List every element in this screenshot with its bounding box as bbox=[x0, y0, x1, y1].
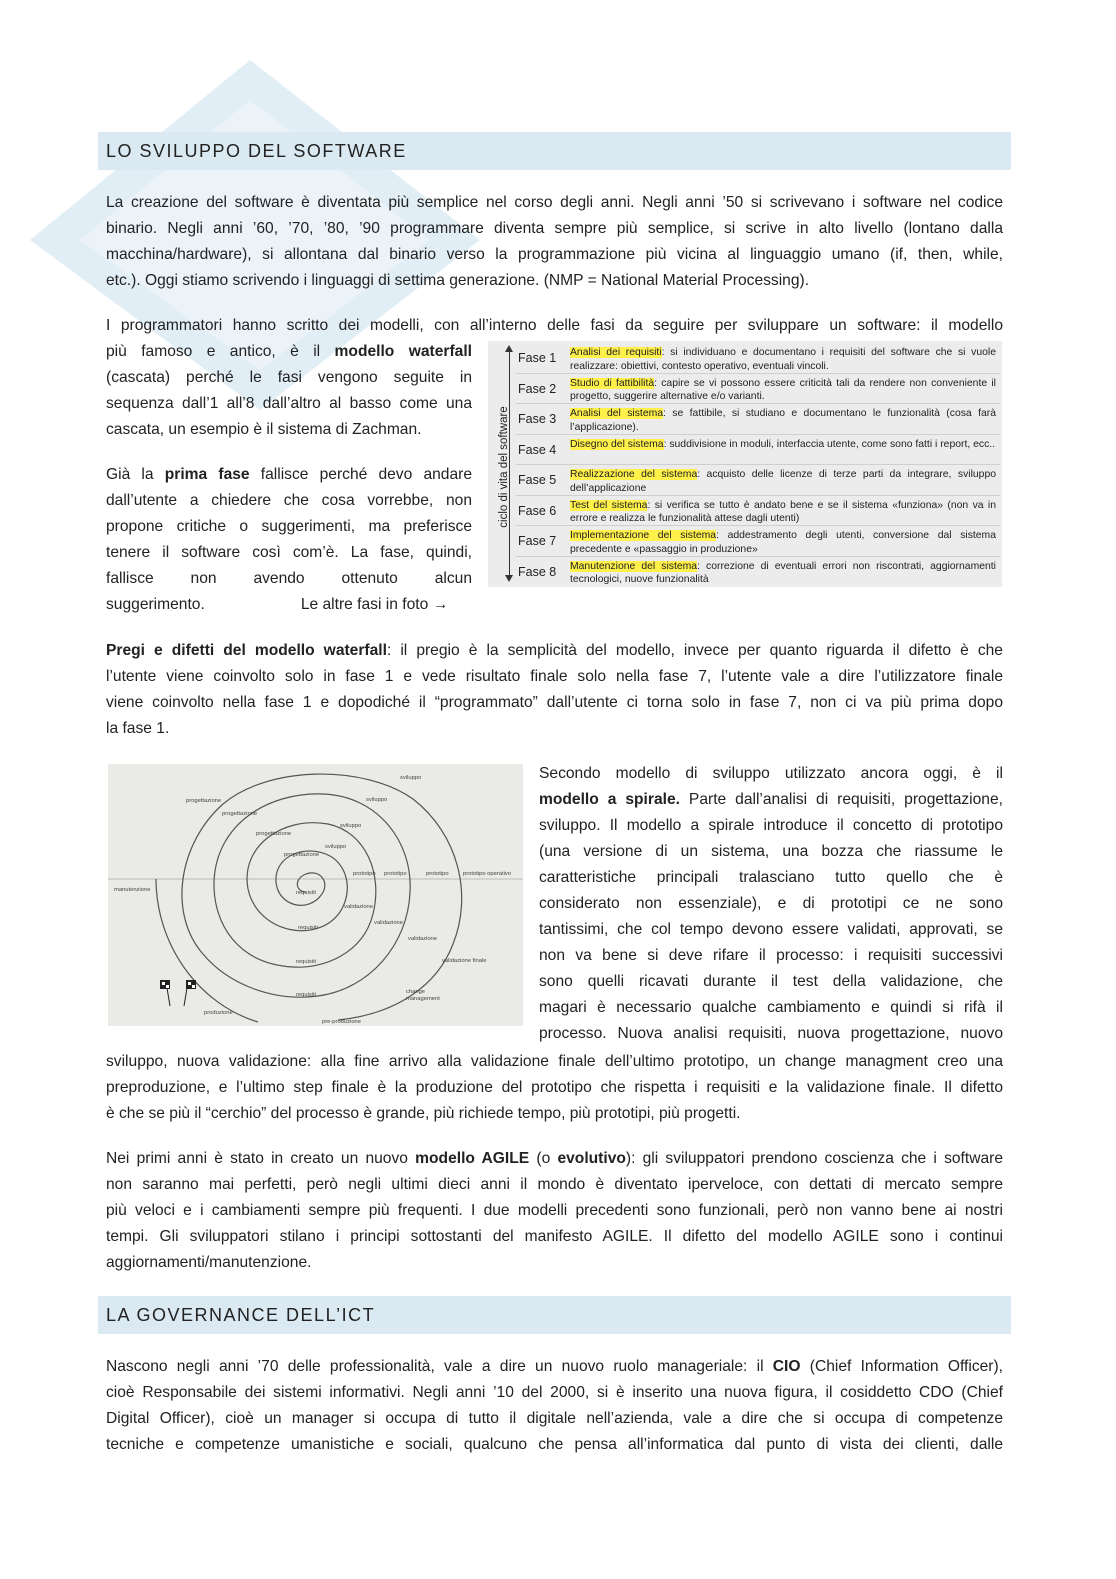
paragraph-waterfall bbox=[106, 339, 472, 443]
text-line: cascata, un esempio è il sistema di Zachman. bbox=[106, 421, 422, 438]
text-line: caratteristiche principali tralasciano tutto quello che è bbox=[539, 869, 1003, 886]
phase-description bbox=[570, 346, 996, 373]
label-requisiti: requisiti bbox=[296, 992, 316, 998]
row-separator bbox=[516, 373, 1000, 374]
label-produzione: produzione bbox=[204, 1010, 233, 1016]
phase-description bbox=[570, 529, 996, 556]
lifecycle-label: ciclo di vita del software bbox=[498, 406, 510, 528]
waterfall-phases-figure bbox=[488, 341, 1002, 587]
text-line: non saranno mai perfetti, però negli ultimi dieci anni il mondo è diventato iperveloce, con dettati di mercato sempre bbox=[106, 1176, 1003, 1193]
waterfall-phase-row bbox=[488, 526, 1002, 556]
row-separator bbox=[516, 525, 1000, 526]
section-header-sviluppo bbox=[98, 132, 1011, 170]
waterfall-phase-row bbox=[488, 374, 1002, 404]
label-validazione: validazione bbox=[374, 920, 404, 926]
phase-label: Fase 6 bbox=[518, 503, 557, 518]
waterfall-phase-row bbox=[488, 557, 1002, 587]
phase-text: : suddivisione in moduli, interfaccia utente, come sono fatti i report, ecc.. bbox=[663, 438, 996, 450]
text-line: macchina/hardware), si allontana dal binario verso la programmazione più vicina al linguaggio umano (if, then, while, bbox=[106, 246, 1003, 263]
text-line: fallisce non avendo ottenuto alcun bbox=[106, 570, 472, 587]
label-prototipo: prototipo bbox=[426, 871, 449, 877]
phase-name-highlight: Analisi del sistema bbox=[570, 408, 664, 419]
text-line: magari è necessario qualche cambiamento e quindi si rifà il bbox=[539, 999, 1003, 1016]
phase-text: : acquisto delle licenze di terze parti da integrare, sviluppo dell’applicazione bbox=[570, 469, 996, 494]
text-line: è che se più il “cerchio” del processo è grande, più richiede tempo, più prototipi, più progetti. bbox=[106, 1105, 741, 1122]
paragraph-spirale bbox=[539, 761, 1003, 1047]
paragraph-pregi-difetti bbox=[106, 638, 1003, 742]
text-line: sequenza dall’1 all’8 dall’altro al basso come una bbox=[106, 395, 472, 412]
phase-description bbox=[570, 438, 996, 452]
row-separator bbox=[516, 556, 1000, 557]
text-line: Secondo modello di sviluppo utilizzato ancora oggi, è il bbox=[539, 765, 1003, 782]
text-line: I programmatori hanno scritto dei modelli, con all’interno delle fasi da seguire per sviluppare un software: il modello bbox=[106, 317, 1003, 334]
text-line: Digital Officer), cioè un manager si occupa di tutto il digitale nell’azienda, vale a dire che si occupa di competenze bbox=[106, 1410, 1003, 1427]
label-management: management bbox=[406, 996, 440, 1002]
row-separator bbox=[516, 464, 1000, 465]
text-line: Già la prima fase fallisce perché devo andare bbox=[106, 466, 473, 483]
text-line: tecniche e competenze umanistiche e sociali, qualcuno che pensa all’informatica dal punto di vista dei clienti, dalle bbox=[106, 1436, 1003, 1453]
text-line: più famoso e antico, è il modello waterfall bbox=[106, 343, 472, 360]
row-separator bbox=[516, 495, 1000, 496]
phase-text: : si verifica se tutto è andato bene e se il sistema «funziona» (non va in errore e realizza le funzionalità attese dagli utenti) bbox=[570, 499, 997, 524]
text-line: aggiornamenti/manutenzione. bbox=[106, 1254, 312, 1271]
text-line: l’utente viene coinvolto solo in fase 1 e vede risultato finale solo nella fase 7, l’utente vale a dire l’utilizzatore finale bbox=[106, 668, 1003, 685]
label-sviluppo: sviluppo bbox=[325, 844, 347, 850]
text-line: tenere il software così com’è. La fase, quindi, bbox=[106, 544, 472, 561]
text-line: preproduzione, e l’ultimo step finale è la produzione del prototipo che rispetta i requisiti e la validazione finale. Il difetto bbox=[106, 1079, 1003, 1096]
phase-name-highlight: Implementazione del sistema bbox=[570, 530, 717, 541]
text-line: più veloci e i cambiamenti sempre più frequenti. I due modelli precedenti sono funzionali, però non vanno bene ai nostri bbox=[106, 1202, 1003, 1219]
row-separator bbox=[516, 434, 1000, 435]
text-line: Nascono negli anni ’70 delle professionalità, vale a dire un nuovo ruolo manageriale: il CIO (Chief Information Officer), bbox=[106, 1358, 1004, 1375]
waterfall-phase-row bbox=[488, 435, 1002, 465]
phase-label: Fase 5 bbox=[518, 473, 557, 487]
waterfall-phase-row bbox=[488, 404, 1002, 434]
phase-name-highlight: Manutenzione del sistema bbox=[570, 560, 698, 572]
phase-description bbox=[570, 560, 996, 587]
text-line: La creazione del software è diventata più semplice nel corso degli anni. Negli anni ’50 si scrivevano i software nel codice bbox=[106, 194, 1003, 211]
label-validazione-finale: validazione finale bbox=[442, 958, 487, 964]
label-progettazione: progettazione bbox=[284, 852, 320, 858]
text-line: tempi. Gli sviluppatori stilano i principi sottostanti del manifesto AGILE. Il difetto del modello AGILE sono i continui bbox=[106, 1228, 1003, 1245]
text-line: (una versione di un sistema, una bozza che riassume le bbox=[539, 843, 1003, 860]
label-progettazione: progettazione bbox=[256, 831, 292, 837]
phase-label: Fase 4 bbox=[518, 442, 557, 457]
phase-text: : correzione di eventuali errori non riscontrati, aggiornamenti tecnologici, nuove funzionalità bbox=[570, 560, 996, 585]
text-line: sono quelli ricavati durante il test della validazione, che bbox=[539, 973, 1003, 990]
paragraph-prima-fase bbox=[106, 462, 472, 618]
label-validazione: validazione bbox=[408, 936, 438, 942]
label-change: change bbox=[406, 989, 426, 995]
label-prototipo-operativo: prototipo operativo bbox=[463, 871, 512, 877]
text-line: non va bene si deve rifare il processo: i requisiti successivi bbox=[539, 947, 1003, 964]
label-prototipo: prototipo bbox=[384, 871, 407, 877]
phase-text: : si individuano e documentano i requisiti del software che si vuole realizzare: obiettivi, contesto operativo, eventuali vincoli. bbox=[570, 347, 997, 372]
label-requisiti: requisiti bbox=[298, 925, 318, 931]
text-line: cioè Responsabile dei sistemi informativi. Negli anni ’10 del 2000, si è inserito una nuova figura, il cosiddetto CDO (Chief bbox=[106, 1384, 1003, 1401]
phase-text: : addestramento degli utenti, conversione dal sistema precedente e «passaggio in produzione» bbox=[570, 530, 996, 555]
phase-text: : se fattibile, si studiano e documentano le funzionalità (cosa farà l’applicazione). bbox=[570, 408, 996, 433]
text-line: binario. Negli anni ’60, ’70, ’80, ’90 programmare diventa sempre più semplice, si scrive in alto livello (lontano dalla bbox=[106, 220, 1003, 237]
text-line: sviluppo. Il modello a spirale introduce il concetto di prototipo bbox=[539, 817, 1003, 834]
spiral-labels bbox=[114, 775, 511, 1025]
waterfall-phase-row bbox=[488, 465, 1002, 495]
phase-label: Fase 2 bbox=[518, 381, 557, 396]
label-sviluppo: sviluppo bbox=[340, 823, 362, 829]
checkered-flags-icon bbox=[160, 980, 196, 1006]
phase-label: Fase 1 bbox=[518, 351, 557, 365]
phase-name-highlight: Test del sistema bbox=[570, 499, 648, 511]
section-title: LO SVILUPPO DEL SOFTWARE bbox=[106, 141, 407, 161]
text-line: sviluppo, nuova validazione: alla fine arrivo alla validazione finale dell’ultimo prototipo, un change managment creo una bbox=[106, 1053, 1003, 1070]
phase-description bbox=[570, 407, 996, 434]
label-validazione: validazione bbox=[344, 904, 374, 910]
text-line: Pregi e difetti del modello waterfall: il pregio è la semplicità del modello, invece per quanto riguarda il difetto è che bbox=[106, 642, 1003, 659]
text-line: (cascata) perché le fasi vengono seguite in bbox=[106, 369, 472, 386]
label-progettazione: progettazione bbox=[222, 811, 258, 817]
label-sviluppo: sviluppo bbox=[366, 797, 388, 803]
label-progettazione: progettazione bbox=[186, 798, 222, 804]
phase-label: Fase 8 bbox=[518, 564, 557, 579]
row-separator bbox=[516, 403, 1000, 404]
phase-name-highlight: Disegno del sistema bbox=[570, 438, 664, 450]
section-header-governance bbox=[98, 1296, 1011, 1334]
text-line: dall’utente a chiedere che cosa vorrebbe, non bbox=[106, 492, 472, 509]
paragraph-waterfall-line1 bbox=[106, 313, 1003, 339]
phase-name-highlight: Realizzazione del sistema bbox=[570, 469, 698, 480]
label-pre-produzione: pre-produzione bbox=[322, 1019, 361, 1025]
waterfall-phase-row bbox=[488, 343, 1002, 373]
phase-description bbox=[570, 468, 996, 495]
text-line: modello a spirale. Parte dall’analisi di requisiti, progettazione, bbox=[539, 791, 1003, 808]
phase-description bbox=[570, 499, 996, 526]
label-manutenzione: manutenzione bbox=[114, 887, 151, 893]
section-title: LA GOVERNANCE DELL’ICT bbox=[106, 1305, 376, 1325]
phase-description bbox=[570, 377, 996, 404]
phase-text: : capire se vi possono essere criticità tali da rendere non conveniente il progetto, suggerire alternative e/o varianti. bbox=[570, 377, 996, 402]
phase-name-highlight: Analisi dei requisiti bbox=[570, 347, 662, 358]
text-line: viene coinvolto nella fase 1 e dopodiché il “programmato” dall’utente ci torna solo in fase 7, non ci va più prima dopo bbox=[106, 694, 1003, 711]
spiral-model-figure bbox=[108, 764, 523, 1026]
label-prototipo: prototipo bbox=[353, 871, 376, 877]
label-requisiti: requisiti bbox=[296, 959, 316, 965]
text-line: processo. Nuova analisi requisiti, nuova progettazione, nuovo bbox=[539, 1025, 1003, 1042]
waterfall-phase-row bbox=[488, 496, 1002, 526]
phase-name-highlight: Studio di fattibilità bbox=[570, 377, 655, 389]
text-line: suggerimento. Le altre fasi in foto → bbox=[106, 596, 449, 613]
paragraph-spirale-cont bbox=[106, 1049, 1003, 1127]
paragraph-intro bbox=[106, 190, 1003, 294]
label-requisiti: requisiti bbox=[296, 890, 316, 896]
text-line: Nei primi anni è stato in creato un nuovo modello AGILE (o evolutivo): gli sviluppatori prendono coscienza che i software bbox=[106, 1150, 1004, 1167]
spiral-path bbox=[156, 774, 462, 1022]
paragraph-governance bbox=[106, 1354, 1003, 1458]
text-line: considerato non essenziale), e di prototipi ce ne sono bbox=[539, 895, 1003, 912]
text-line: etc.). Oggi stiamo scrivendo i linguaggi di settima generazione. (NMP = National Material Processing). bbox=[106, 272, 810, 289]
text-line: tantissimi, che col tempo devono essere validati, approvati, se bbox=[539, 921, 1003, 938]
text-line: la fase 1. bbox=[106, 720, 170, 737]
label-sviluppo: sviluppo bbox=[400, 775, 422, 781]
paragraph-agile bbox=[106, 1146, 1003, 1276]
phase-label: Fase 3 bbox=[518, 412, 557, 426]
text-line: propone critiche o suggerimenti, ma preferisce bbox=[106, 518, 472, 535]
phase-label: Fase 7 bbox=[518, 534, 557, 548]
